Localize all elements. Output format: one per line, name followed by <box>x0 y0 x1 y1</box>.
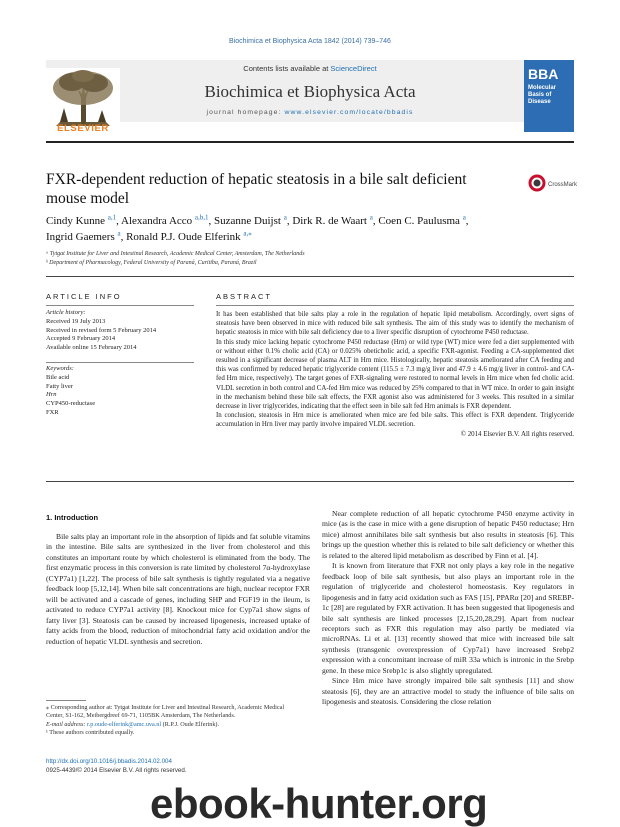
footnote-corresponding <box>46 704 296 738</box>
history-item: Available online 15 February 2014 <box>46 344 137 352</box>
elsevier-wordmark: ELSEVIER <box>57 123 109 134</box>
crossmark-icon <box>528 174 546 192</box>
intro-right-column <box>322 509 574 708</box>
article-history <box>46 309 194 353</box>
cover-title: BBA <box>528 66 559 82</box>
crossmark-badge[interactable] <box>528 174 578 197</box>
author-list: Cindy Kunne $^{a,1}$, Alexandra Acco $^{a,b,1}$, Suzanne Duijst $^a$, Dirk R. de Waart $^a$, Coen C. Paulusma $^a$, Ingrid Gaemers $^a$, Ronald P.J. Oude Elferink $^{a,⁎}$ <box>46 213 469 243</box>
author[interactable]: Dirk R. de Waart $^a$ <box>292 213 373 227</box>
sciencedirect-link[interactable]: ScienceDirect <box>330 64 377 73</box>
article-info-rule <box>46 305 194 306</box>
keyword: CYP450-reductase <box>46 400 96 408</box>
corresponding-author: ⁎ Corresponding author at: Tytgat Institute for Liver and Intestinal Research, Academic Medical Center, S1-162, Meibergdreef 69-71, 1105BK Amsterdam, The Netherlands. <box>46 704 285 720</box>
running-head: Biochimica et Biophysica Acta 1842 (2014) 739–746 <box>229 38 391 45</box>
doi-block <box>46 758 187 775</box>
history-item: Accepted 9 February 2014 <box>46 335 116 343</box>
intro-paragraph: Near complete reduction of all hepatic cytochrome P450 enzyme activity in mice (as is the case in mice with a gene disruption of hepatic P450 reductase; Hrn mice) almost annihilates bile salt synthesis but also results in steatosis [6]. This brings up the question whether this is related to bile salt deficiency or whether this is related to the altered lipid metabolism as described by Finn et al. [4]. <box>322 509 574 560</box>
intro-heading: 1. Introduction <box>46 513 99 522</box>
email-line: E-mail address: r.p.oude-elferink@amc.uva.nl (R.P.J. Oude Elferink). <box>46 720 220 728</box>
keyword: Fatty liver <box>46 382 73 390</box>
doi-link[interactable]: http://dx.doi.org/10.1016/j.bbadis.2014.02.004 <box>46 758 172 765</box>
history-item: Received in revised form 5 February 2014 <box>46 326 157 334</box>
header-divider <box>46 141 574 143</box>
keyword: FXR <box>46 408 59 416</box>
intro-paragraph: Since Hrn mice have strongly impaired bile salt synthesis [11] and show steatosis [6], they are an attractive model to study the influence of bile salts on lipogenesis and steatosis. Considering the close relation <box>322 676 574 707</box>
email-link[interactable]: r.p.oude-elferink@amc.uva.nl <box>87 720 162 728</box>
abstract-body <box>216 310 574 439</box>
author[interactable]: Cindy Kunne $^{a,1}$ <box>46 213 117 227</box>
author[interactable]: Ingrid Gaemers $^a$ <box>46 228 121 243</box>
article-info-heading: ARTICLE INFO <box>46 292 122 301</box>
history-label: Article history: <box>46 309 86 316</box>
author[interactable]: Ronald P.J. Oude Elferink $^{a,⁎}$ <box>126 228 252 243</box>
affiliation-b: ᵇ Department of Pharmacology, Federal University of Paraná, Curitiba, Paraná, Brazil <box>46 260 257 266</box>
keywords <box>46 365 194 418</box>
affiliation-a: ᵃ Tytgat Institute for Liver and Intestinal Research, Academic Medical Center, Amsterdam, The Netherlands <box>46 251 305 257</box>
article-title: FXR-dependent reduction of hepatic steatosis in a bile salt deficient mouse model <box>46 171 467 207</box>
author[interactable]: Alexandra Acco $^{a,b,1}$ <box>121 213 209 227</box>
journal-homepage <box>140 109 480 116</box>
equal-contribution: ¹ These authors contributed equally. <box>46 729 135 737</box>
abstract-paragraph: In this study mice lacking hepatic cytochrome P450 reductase (Hrn) or wild type (WT) mice were fed a diet supplemented with or without either 0.1% cholic acid (CA) or 0.025% obeticholic acid, a specific FXR-agonist. Feeding a CA-supplemented diet resulted in a significant decrease of plasma ALT in Hrn mice. Histologically, hepatic steatosis ameliorated after CA feeding and this was confirmed by reduced hepatic triglyceride content (115.5 ± 7.3 mg/g liver and 47.9 ± 4.6 mg/g liver in control- and CA-fed Hrn mice, respectively). The target genes of FXR-signaling were restored to normal levels in Hrn mice when fed cholic acid. VLDL secretion in both control and CA-fed Hrn mice was reduced by 25% compared to that in WT mice. In order to gain insight in the mechanism behind these bile salt effects, the FXR agonist also was administered for 3 weeks. This resulted in a similar decrease in liver triglycerides, indicating that the effect seen in bile salt fed Hrn animals is FXR dependent. <box>216 338 574 411</box>
intro-left-column <box>46 532 310 647</box>
keywords-label: Keywords: <box>46 365 74 372</box>
abstract-paragraph: In conclusion, steatosis in Hrn mice is ameliorated when mice are fed bile salts. This effect is FXR dependent. Triglyceride accumulation in Hrn liver may partly involve impaired VLDL secretion. <box>216 412 574 429</box>
issn-line: 0925-4439/© 2014 Elsevier B.V. All rights reserved. <box>46 766 187 774</box>
affiliation-divider <box>46 276 574 277</box>
author[interactable]: Suzanne Duijst $^a$ <box>214 213 287 227</box>
history-item: Received 19 July 2013 <box>46 317 106 325</box>
contents-line <box>140 64 480 73</box>
crossmark-label: CrossMark <box>548 182 578 188</box>
footnote-rule <box>46 700 86 701</box>
keyword: Hrn <box>46 391 57 399</box>
contents-prefix: Contents lists available at <box>243 64 331 73</box>
watermark: ebook-hunter.org <box>150 780 488 827</box>
abstract-heading: ABSTRACT <box>216 292 273 301</box>
abstract-bottom-rule <box>46 481 574 482</box>
cover-subtitle: Molecular Basis of Disease <box>528 85 557 105</box>
intro-paragraph: Bile salts play an important role in the absorption of lipids and fat soluble vitamins in the intestine. Bile salts are synthesized in the liver from cholesterol and this constitutes an important route by which cholesterol is eliminated from the body. The first enzymatic process in this conversion is rate limited by cholesterol 7α-hydroxylase (CYP7a1) [1,22]. The process of bile salt synthesis is tightly regulated via a negative feedback loop [5,12,14]. When bile salt concentrations are high, nuclear receptor FXR will be activated and a cascade of genes, including SHP and FGF19 in the ileum, is activated to reduce CYP7a1 activity [8]. Knockout mice for Cyp7a1 show signs of fatty liver [3]. Steatosis can be caused by increased lipogenesis, increased uptake of fatty acids from the blood, reduction of mitochondrial fatty acid oxidation and/or the reduction of hepatic VLDL synthesis and secretion. <box>46 532 310 646</box>
homepage-prefix: journal homepage: <box>206 109 285 116</box>
copyright: © 2014 Elsevier B.V. All rights reserved. <box>460 430 574 438</box>
abstract-rule <box>216 305 574 306</box>
intro-paragraph: It is known from literature that FXR not only plays a key role in the negative feedback loop of bile salt synthesis, but also plays an important role in the regulation of triglyceride and cholesterol homeostasis. Key regulators in lipogenesis and in fatty acid oxidation such as FAS [15], PPARα [20] and SREBP-1c [28] are regulated by FXR activation. It has been suggested that lipogenesis and bile salt synthesis are linked processes [2,15,20,28,29]. Apart from nuclear receptors such as FXR this regulation may also partly be mediated via microRNAs. Li et al. [13] recently showed that mice with increased bile salt synthesis (transgenic overexpression of Cyp7a1) have increased Srebp2 expression with a concomitant increase of miR 33a which is intronic in the Srebp gene. In these mice Srebp1c is also slightly upregulated. <box>322 561 574 675</box>
author[interactable]: Coen C. Paulusma $^a$ <box>378 213 466 227</box>
journal-title: Biochimica et Biophysica Acta <box>204 82 416 101</box>
homepage-link[interactable]: www.elsevier.com/locate/bbadis <box>284 109 414 116</box>
journal-cover[interactable] <box>524 60 574 132</box>
keyword: Bile acid <box>46 373 70 381</box>
keywords-rule <box>46 362 194 363</box>
abstract-paragraph: It has been established that bile salts play a role in the regulation of hepatic lipid metabolism. Accordingly, overt signs of steatosis have been observed in mice with reduced bile salt synthesis. The aim of this study was to identify the mechanism of hepatic steatosis in mice with bile salt deficiency due to a liver specific disruption of cytochrome P450 reductase. <box>216 311 574 337</box>
